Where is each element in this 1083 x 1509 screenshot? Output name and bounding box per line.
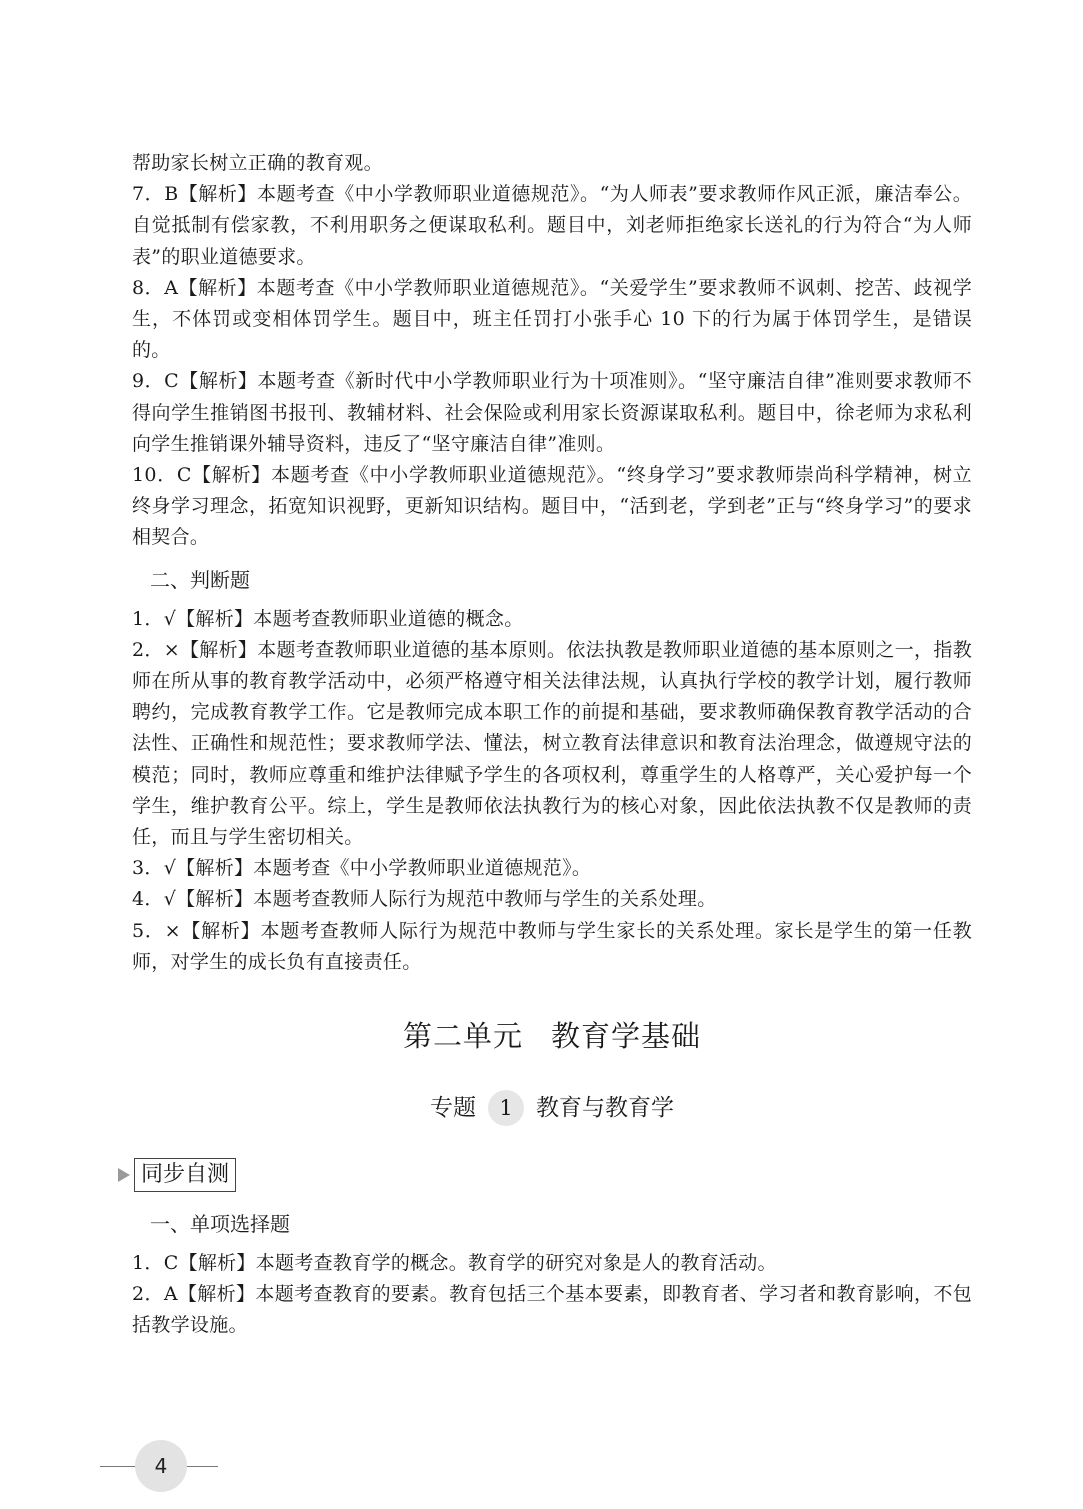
topic-name: 教育与教育学 (536, 1095, 674, 1122)
section-heading-single-choice: 一、单项选择题 (150, 1212, 290, 1237)
answer-8: 8．A【解析】本题考查《中小学教师职业道德规范》。“关爱学生”要求教师不讽刺、挖苦、歧视学生，不体罚或变相体罚学生。题目中，班主任罚打小张手心 10 下的行为属于体罚学生，是错误的。 (132, 276, 972, 362)
answer-7: 7．B【解析】本题考查《中小学教师职业道德规范》。“为人师表”要求教师作风正派，廉洁奉公。自觉抵制有偿家教，不利用职务之便谋取私利。题目中，刘老师拒绝家长送礼的行为符合“为人师表”的职业道德要求。 (132, 183, 972, 268)
choice-answer-2: 2．A【解析】本题考查教育的要素。教育包括三个基本要素，即教育者、学习者和教育影响，不包括教学设施。 (132, 1283, 972, 1337)
page-number: 4 (135, 1440, 187, 1492)
topic-prefix: 专题 (430, 1095, 476, 1122)
unit-title (132, 1016, 972, 1056)
triangle-arrow-icon (118, 1168, 130, 1182)
judgment-answer-1: 1．√【解析】本题考查教师职业道德的概念。 (132, 607, 524, 630)
page-content (132, 148, 972, 1342)
answer-9: 9．C【解析】本题考查《新时代中小学教师职业行为十项准则》。“坚守廉洁自律”准则要求教师不得向学生推销图书报刊、教辅材料、社会保险或利用家长资源谋取私利。题目中，徐老师为求私利向学生推销课外辅导资料，违反了“坚守廉洁自律”准则。 (132, 370, 972, 455)
topic-number-badge: 1 (488, 1090, 524, 1126)
page-number-marker (100, 1438, 220, 1498)
judgment-answer-4: 4．√【解析】本题考查教师人际行为规范中教师与学生的关系处理。 (132, 888, 717, 911)
section-heading-judgment: 二、判断题 (150, 567, 250, 592)
self-test-label: 同步自测 (134, 1158, 236, 1192)
judgment-answer-3: 3．√【解析】本题考查《中小学教师职业道德规范》。 (132, 857, 592, 880)
judgment-answer-2: 2．×【解析】本题考查教师职业道德的基本原则。依法执教是教师职业道德的基本原则之一，指教师在所从事的教育教学活动中，必须严格遵守相关法律法规，认真执行学校的教学计划，履行教师聘约，完成教育教学工作。它是教师完成本职工作的前提和基础，要求教师确保教育教学活动的合法性、正确性和规范性；要求教师学法、懂法，树立教育法律意识和教育法治理念，做遵规守法的模范；同时，教师应尊重和维护法律赋予学生的各项权利，尊重学生的人格尊严，关心爱护每一个学生，维护教育公平。综上，学生是教师依法执教行为的核心对象，因此依法执教不仅是教师的责任，而且与学生密切相关。 (132, 638, 972, 849)
judgment-answer-5: 5．×【解析】本题考查教师人际行为规范中教师与学生家长的关系处理。家长是学生的第一任教师，对学生的成长负有直接责任。 (132, 919, 972, 973)
unit-title-part2: 教育学基础 (551, 1019, 702, 1054)
unit-title-part1: 第二单元 (402, 1019, 523, 1054)
topic-title (132, 1088, 972, 1128)
self-test-tag (118, 1158, 972, 1192)
answer-10: 10．C【解析】本题考查《中小学教师职业道德规范》。“终身学习”要求教师崇尚科学精神，树立终身学习理念，拓宽知识视野，更新知识结构。题目中，“活到老，学到老”正与“终身学习”的要求相契合。 (132, 464, 972, 549)
choice-answer-1: 1．C【解析】本题考查教育学的概念。教育学的研究对象是人的教育活动。 (132, 1252, 777, 1275)
paragraph-continuation: 帮助家长树立正确的教育观。 (132, 152, 383, 174)
